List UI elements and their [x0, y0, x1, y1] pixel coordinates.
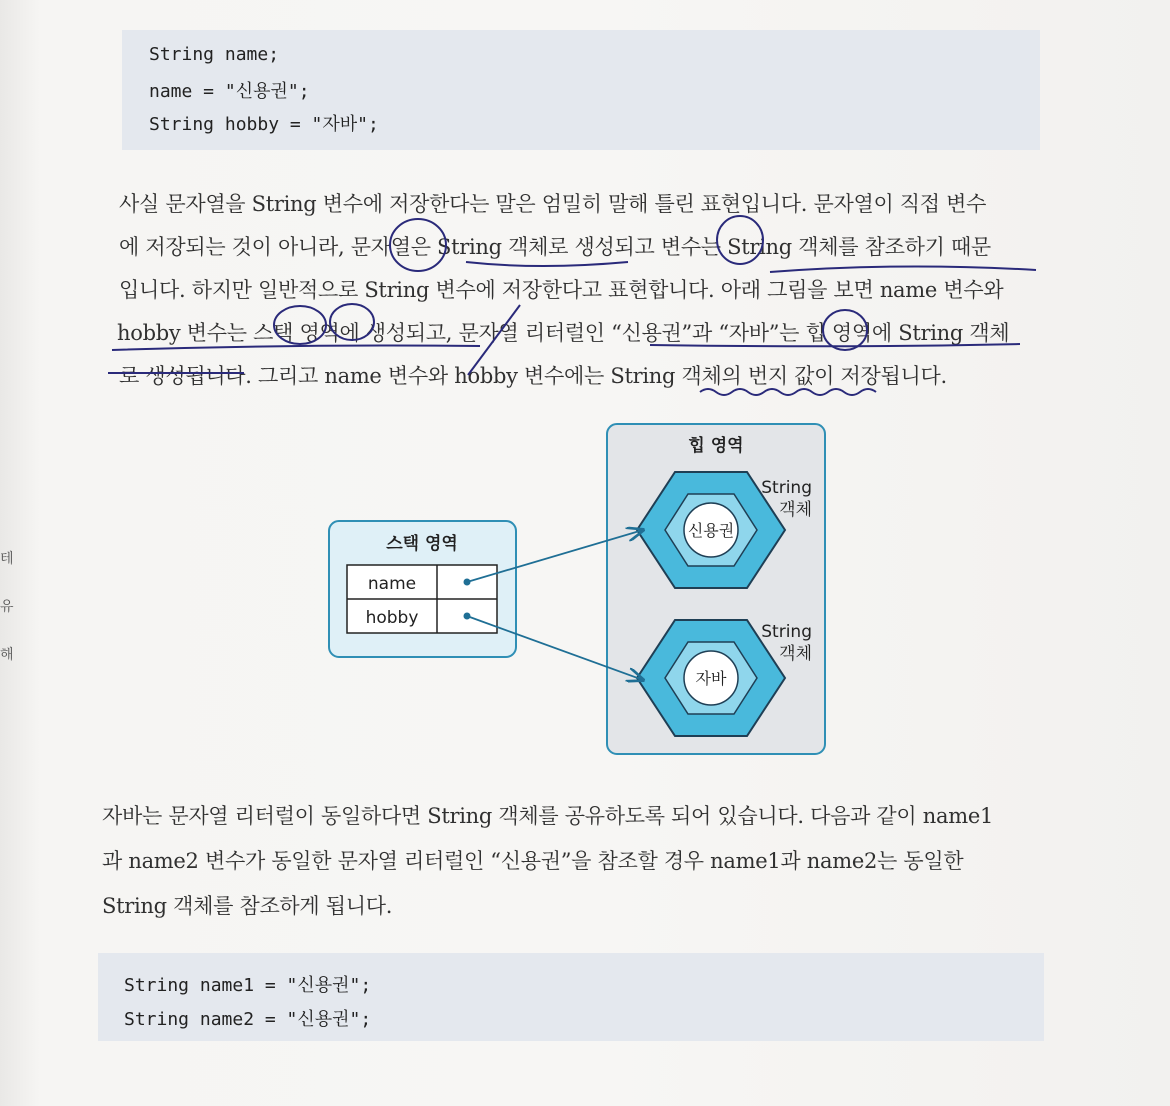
paragraph-line: 자바는 문자열 리터럴이 동일하다면 String 객체를 공유하도록 되어 있습니다. 다음과 같이 name1 — [102, 804, 994, 828]
object-label: 객체 — [779, 644, 812, 664]
stack-title: 스택 영역 — [386, 534, 458, 554]
code-block-2 — [98, 953, 1044, 1041]
margin-fragment: 해 — [0, 647, 14, 663]
paragraph-line: String 객체를 참조하게 됩니다. — [102, 894, 393, 918]
heap-title: 힙 영역 — [688, 436, 744, 456]
paragraph-line: 과 name2 변수가 동일한 문자열 리터럴인 “신용권”을 참조할 경우 name1과 name2는 동일한 — [102, 849, 964, 873]
code-line: String hobby = "자바"; — [149, 114, 379, 135]
code-line: String name1 = "신용권"; — [124, 975, 372, 996]
margin-fragment: 테 — [0, 551, 14, 567]
variable-name: name — [367, 574, 417, 594]
object-label: String — [761, 478, 812, 498]
object-label: String — [761, 622, 812, 642]
paragraph-line: hobby 변수는 스택 영역에 생성되고, 문자열 리터럴인 “신용권”과 “자바”는 힙 영역에 String 객체 — [117, 321, 1010, 345]
code-line: name = "신용권"; — [149, 81, 310, 102]
variable-name: hobby — [365, 608, 419, 628]
paragraph-line: 사실 문자열을 String 변수에 저장한다는 말은 엄밀히 말해 틀린 표현입니다. 문자열이 직접 변수 — [119, 192, 987, 216]
object-value: 자바 — [695, 669, 727, 688]
paragraph-line: 에 저장되는 것이 아니라, 문자열은 String 객체로 생성되고 변수는 String 객체를 참조하기 때문 — [119, 235, 991, 259]
paragraph-line: 로 생성됩니다. 그리고 name 변수와 hobby 변수에는 String 객체의 번지 값이 저장됩니다. — [119, 364, 947, 388]
paragraph-line: 입니다. 하지만 일반적으로 String 변수에 저장한다고 표현합니다. 아래 그림을 보면 name 변수와 — [119, 278, 1004, 302]
code-line: String name2 = "신용권"; — [124, 1009, 372, 1030]
code-line: String name; — [149, 44, 280, 65]
variable-table — [347, 565, 497, 633]
paragraph-2 — [102, 800, 1047, 920]
object-value: 신용권 — [687, 521, 735, 540]
object-label: 객체 — [779, 500, 812, 520]
margin-fragment: 유 — [0, 599, 14, 615]
